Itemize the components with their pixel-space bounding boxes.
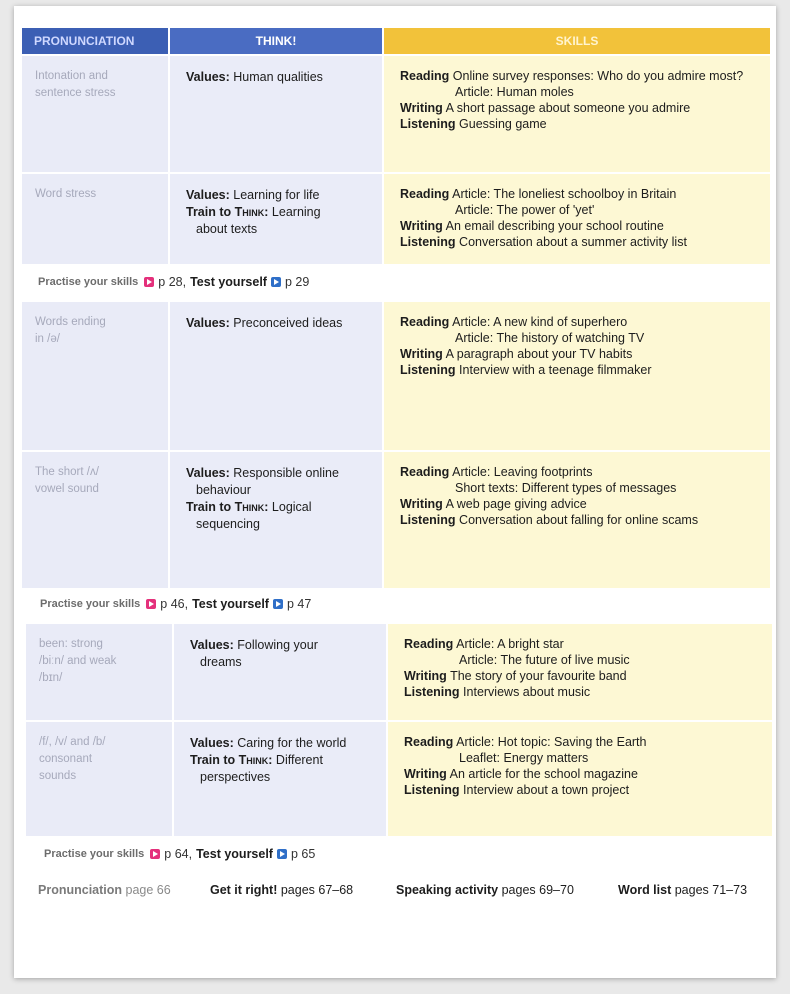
pronunciation-cell: Word stress [22, 174, 168, 264]
think-cell: Values: Learning for life Train to Think: Learning about texts [170, 174, 382, 264]
practise-line: Practise your skills p 46, Test yourself p 47 [40, 597, 312, 611]
skills-cell: Reading Article: A new kind of superhero Article: The history of watching TV Writing A paragraph about your TV habits Listening Interview with a teenage filmmaker [384, 302, 770, 450]
play-arrow-icon[interactable] [146, 599, 156, 609]
practise-line: Practise your skills p 28, Test yourself p 29 [38, 275, 310, 289]
table-header [22, 28, 770, 54]
footer-word-list: Word list pages 71–73 [618, 883, 748, 897]
header-skills: SKILLS [384, 28, 770, 54]
table-row [22, 452, 770, 588]
practise-line: Practise your skills p 64, Test yourself p 65 [44, 847, 316, 861]
skills-cell: Reading Article: A bright star Article: The future of live music Writing The story of your favourite band Listening Interviews about music [388, 624, 772, 720]
footer-speaking: Speaking activity pages 69–70 [396, 883, 574, 897]
table-row [26, 624, 772, 720]
think-cell: Values: Human qualities [170, 56, 382, 172]
pronunciation-cell: /f/, /v/ and /b/ consonant sounds [26, 722, 172, 836]
table-row [22, 56, 770, 172]
header-pronunciation: PRONUNCIATION [22, 28, 168, 54]
play-arrow-icon[interactable] [273, 599, 283, 609]
think-cell: Values: Caring for the world Train to Think: Different perspectives [174, 722, 386, 836]
skills-cell: Reading Article: The loneliest schoolboy in Britain Article: The power of 'yet' Writing An email describing your school routine Listening Conversation about a summer activity list [384, 174, 770, 264]
table-row [22, 302, 770, 450]
table-row [26, 722, 772, 836]
think-cell: Values: Preconceived ideas [170, 302, 382, 450]
skills-cell: Reading Article: Hot topic: Saving the Earth Leaflet: Energy matters Writing An article for the school magazine Listening Interview about a town project [388, 722, 772, 836]
footer-get-it-right: Get it right! pages 67–68 [210, 883, 354, 897]
page-footer [38, 883, 768, 897]
contents-page [14, 6, 776, 978]
play-arrow-icon[interactable] [144, 277, 154, 287]
skills-cell: Reading Online survey responses: Who do you admire most? Article: Human moles Writing A short passage about someone you admire Listening Guessing game [384, 56, 770, 172]
skills-cell: Reading Article: Leaving footprints Short texts: Different types of messages Writing A web page giving advice Listening Conversation about falling for online scams [384, 452, 770, 588]
play-arrow-icon[interactable] [271, 277, 281, 287]
header-think: THINK! [170, 28, 382, 54]
pronunciation-cell: The short /ʌ/ vowel sound [22, 452, 168, 588]
play-arrow-icon[interactable] [277, 849, 287, 859]
think-cell: Values: Following your dreams [174, 624, 386, 720]
table-row [22, 174, 770, 264]
pronunciation-cell: Words ending in /ə/ [22, 302, 168, 450]
play-arrow-icon[interactable] [150, 849, 160, 859]
pronunciation-cell: Intonation and sentence stress [22, 56, 168, 172]
pronunciation-cell: been: strong /biːn/ and weak /bɪn/ [26, 624, 172, 720]
values-label: Values: [186, 70, 230, 84]
footer-pronunciation: Pronunciation page 66 [38, 883, 171, 897]
think-cell: Values: Responsible online behaviour Train to Think: Logical sequencing [170, 452, 382, 588]
